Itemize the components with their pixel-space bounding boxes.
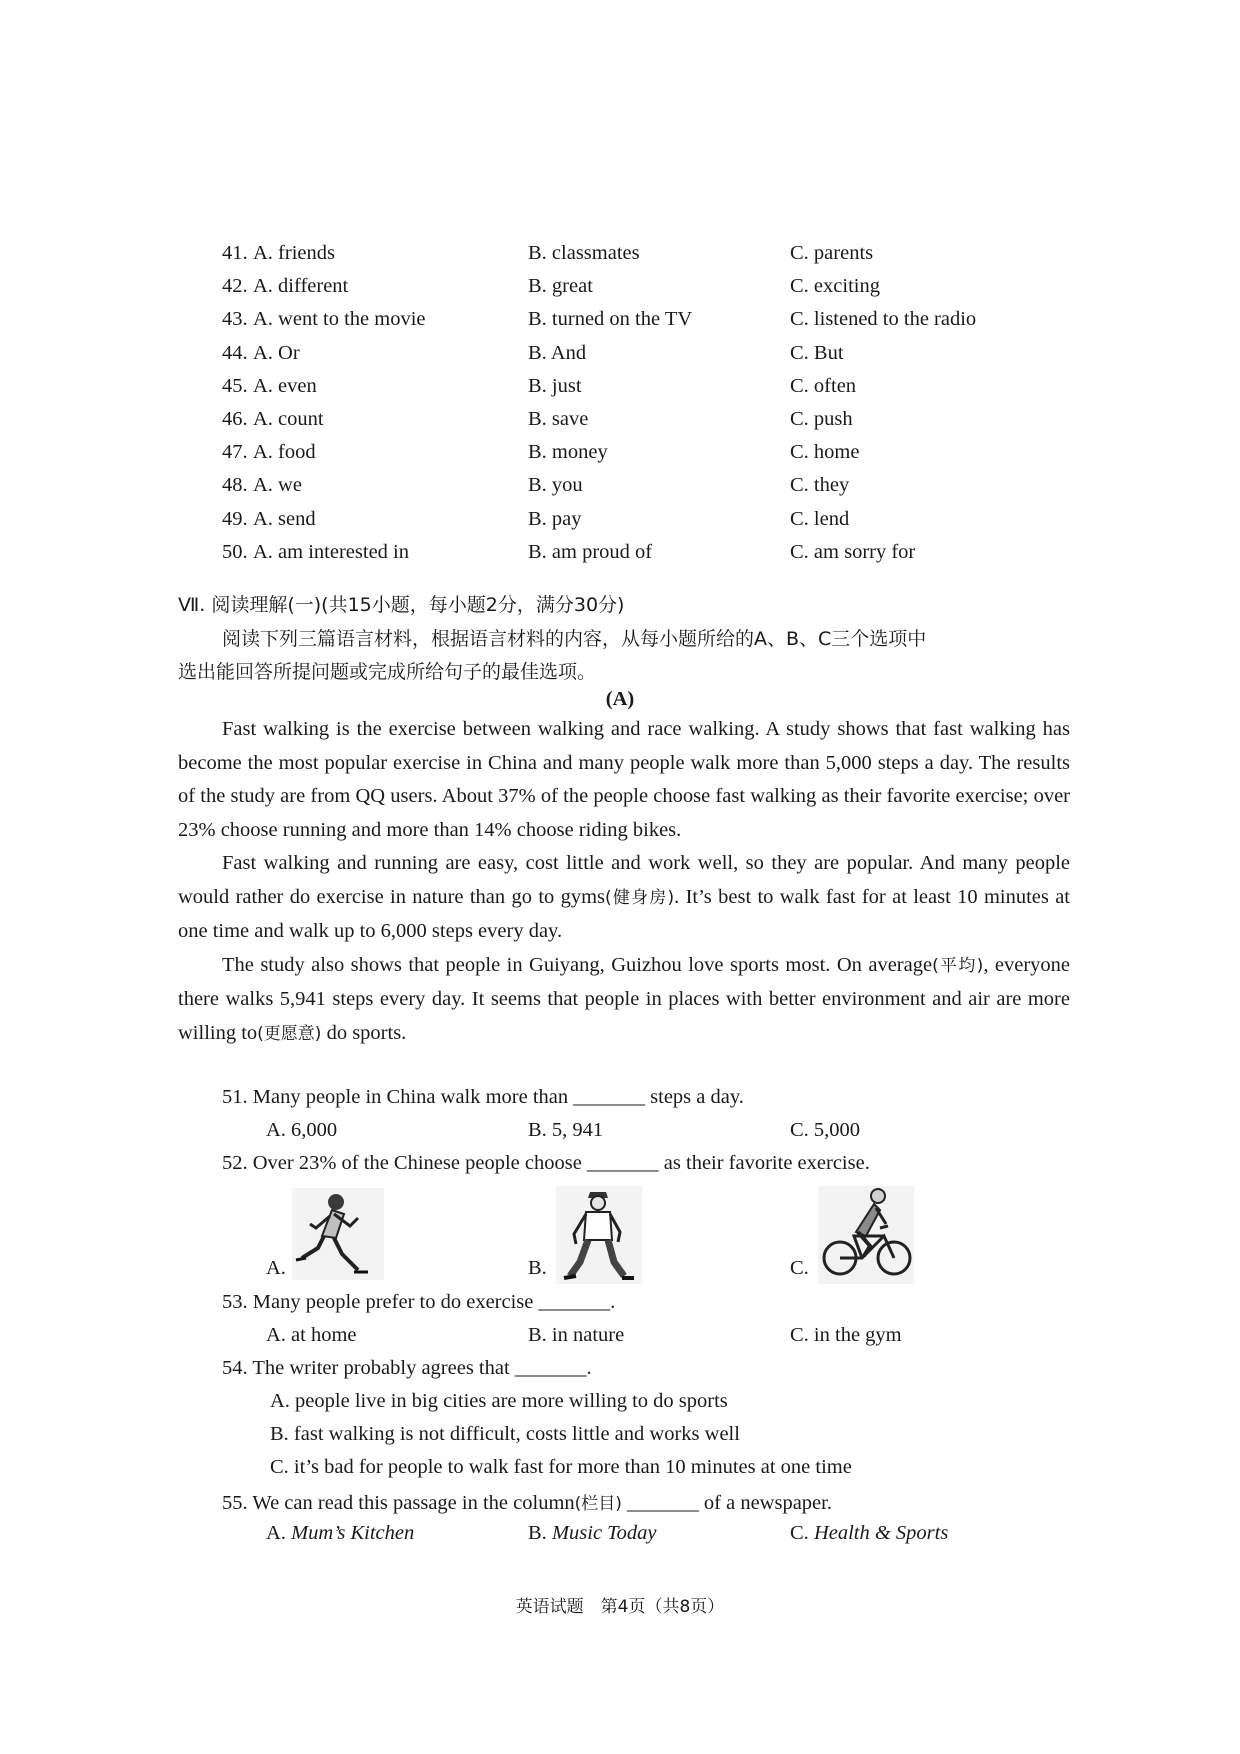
question-55-option-c: C. Health & Sports — [790, 1522, 949, 1544]
cloze-question-number: 47. — [222, 441, 248, 464]
cloze-option-c: C. often — [790, 374, 857, 397]
question-52-option-a: A. — [266, 1257, 286, 1279]
question-53-option-a: A. at home — [266, 1324, 357, 1346]
cloze-option-a: A. food — [253, 441, 316, 464]
cloze-question-number: 49. — [222, 507, 248, 530]
question-51-stem: 51. Many people in China walk more than _______ steps a day. — [222, 1086, 744, 1108]
cloze-option-c: C. they — [790, 474, 850, 497]
question-52-option-b: B. — [528, 1257, 547, 1279]
question-52-option-c: C. — [790, 1257, 809, 1279]
cloze-option-a: A. went to the movie — [253, 308, 426, 331]
question-54-option-a: A. people live in big cities are more willing to do sports — [270, 1390, 728, 1412]
cloze-option-a: A. even — [253, 374, 317, 397]
passage-label: (A) — [605, 688, 635, 710]
page-footer: 英语试题 第4页（共8页） — [515, 1597, 725, 1617]
cyclist-icon — [818, 1186, 914, 1284]
cloze-option-a: A. different — [253, 275, 349, 298]
question-54-stem: 54. The writer probably agrees that _______. — [222, 1357, 592, 1379]
question-53-stem: 53. Many people prefer to do exercise _______. — [222, 1291, 616, 1313]
cloze-option-c: C. lend — [790, 507, 850, 530]
cloze-option-b: B. And — [528, 341, 587, 364]
question-51-option-a: A. 6,000 — [266, 1119, 338, 1141]
cloze-option-a: A. friends — [253, 242, 335, 264]
cloze-question-number: 48. — [222, 474, 248, 497]
cloze-question-number: 46. — [222, 408, 248, 430]
passage-paragraph-2: Fast walking and running are easy, cost little and work well, so they are popular. And many people would rather do exercise in nature than go to gyms(健身房). It’s best to walk fast for at least 10 minutes at one time and walk up to 6,000 steps every day. — [178, 852, 1070, 942]
cloze-option-b: B. pay — [528, 507, 582, 530]
cloze-question-number: 50. — [222, 540, 248, 563]
cloze-option-a: A. count — [253, 408, 324, 430]
running-person-icon — [292, 1188, 384, 1280]
question-53-option-c: C. in the gym — [790, 1324, 902, 1346]
cloze-question-number: 42. — [222, 275, 248, 298]
cloze-option-b: B. you — [528, 474, 583, 497]
question-51-option-c: C. 5,000 — [790, 1119, 861, 1141]
question-51-option-b: B. 5, 941 — [528, 1119, 604, 1141]
cloze-option-b: B. am proud of — [528, 540, 653, 563]
question-55-stem: 55. We can read this passage in the column(栏目) _______ of a newspaper. — [222, 1492, 832, 1514]
cloze-option-c: C. exciting — [790, 275, 880, 298]
cloze-option-b: B. great — [528, 275, 593, 298]
walking-person-icon — [556, 1186, 642, 1284]
cloze-option-a: A. Or — [253, 341, 300, 364]
cloze-option-b: B. money — [528, 441, 608, 464]
question-55-option-b: B. Music Today — [528, 1522, 657, 1544]
question-54-option-b: B. fast walking is not difficult, costs little and works well — [270, 1423, 740, 1445]
cloze-option-c: C. listened to the radio — [790, 308, 977, 331]
cloze-question-number: 43. — [222, 308, 248, 331]
cloze-option-c: C. am sorry for — [790, 540, 916, 563]
cloze-option-a: A. send — [253, 507, 316, 530]
cloze-option-b: B. save — [528, 408, 589, 430]
cloze-option-b: B. classmates — [528, 242, 640, 264]
section-heading: Ⅶ. 阅读理解(一)(共15小题，每小题2分，满分30分) — [178, 594, 625, 616]
question-55-option-a: A. Mum’s Kitchen — [266, 1522, 415, 1544]
question-52-stem: 52. Over 23% of the Chinese people choose _______ as their favorite exercise. — [222, 1152, 870, 1174]
cloze-option-c: C. But — [790, 341, 844, 364]
passage-paragraph-1: Fast walking is the exercise between walking and race walking. A study shows that fast walking has become the most popular exercise in China and many people walk more than 5,000 steps a day. The results of the study are from QQ users. About 37% of the people choose fast walking as their favorite exercise; over 23% choose running and more than 14% choose riding bikes. — [178, 718, 1070, 841]
cloze-option-c: C. push — [790, 408, 853, 430]
cloze-option-a: A. we — [253, 474, 302, 497]
cloze-option-b: B. turned on the TV — [528, 308, 693, 331]
section-instruction-1: 阅读下列三篇语言材料，根据语言材料的内容，从每小题所给的A、B、C三个选项中 — [222, 628, 927, 650]
cloze-option-c: C. parents — [790, 242, 874, 264]
cloze-question-number: 41. — [222, 242, 248, 264]
passage-paragraph-3: The study also shows that people in Guiyang, Guizhou love sports most. On average(平均), everyone there walks 5,941 steps every day. It seems that people in places with better environment and air are more willing to(更愿意) do sports. — [178, 953, 1071, 1044]
question-53-option-b: B. in nature — [528, 1324, 625, 1346]
section-instruction-2: 选出能回答所提问题或完成所给句子的最佳选项。 — [178, 661, 597, 683]
question-54-option-c: C. it’s bad for people to walk fast for more than 10 minutes at one time — [270, 1456, 852, 1478]
cloze-option-c: C. home — [790, 441, 860, 464]
cloze-option-a: A. am interested in — [253, 540, 409, 563]
cloze-question-number: 45. — [222, 374, 248, 397]
cloze-option-b: B. just — [528, 374, 582, 397]
passage-a — [178, 713, 1070, 1051]
cloze-question-number: 44. — [222, 341, 248, 364]
